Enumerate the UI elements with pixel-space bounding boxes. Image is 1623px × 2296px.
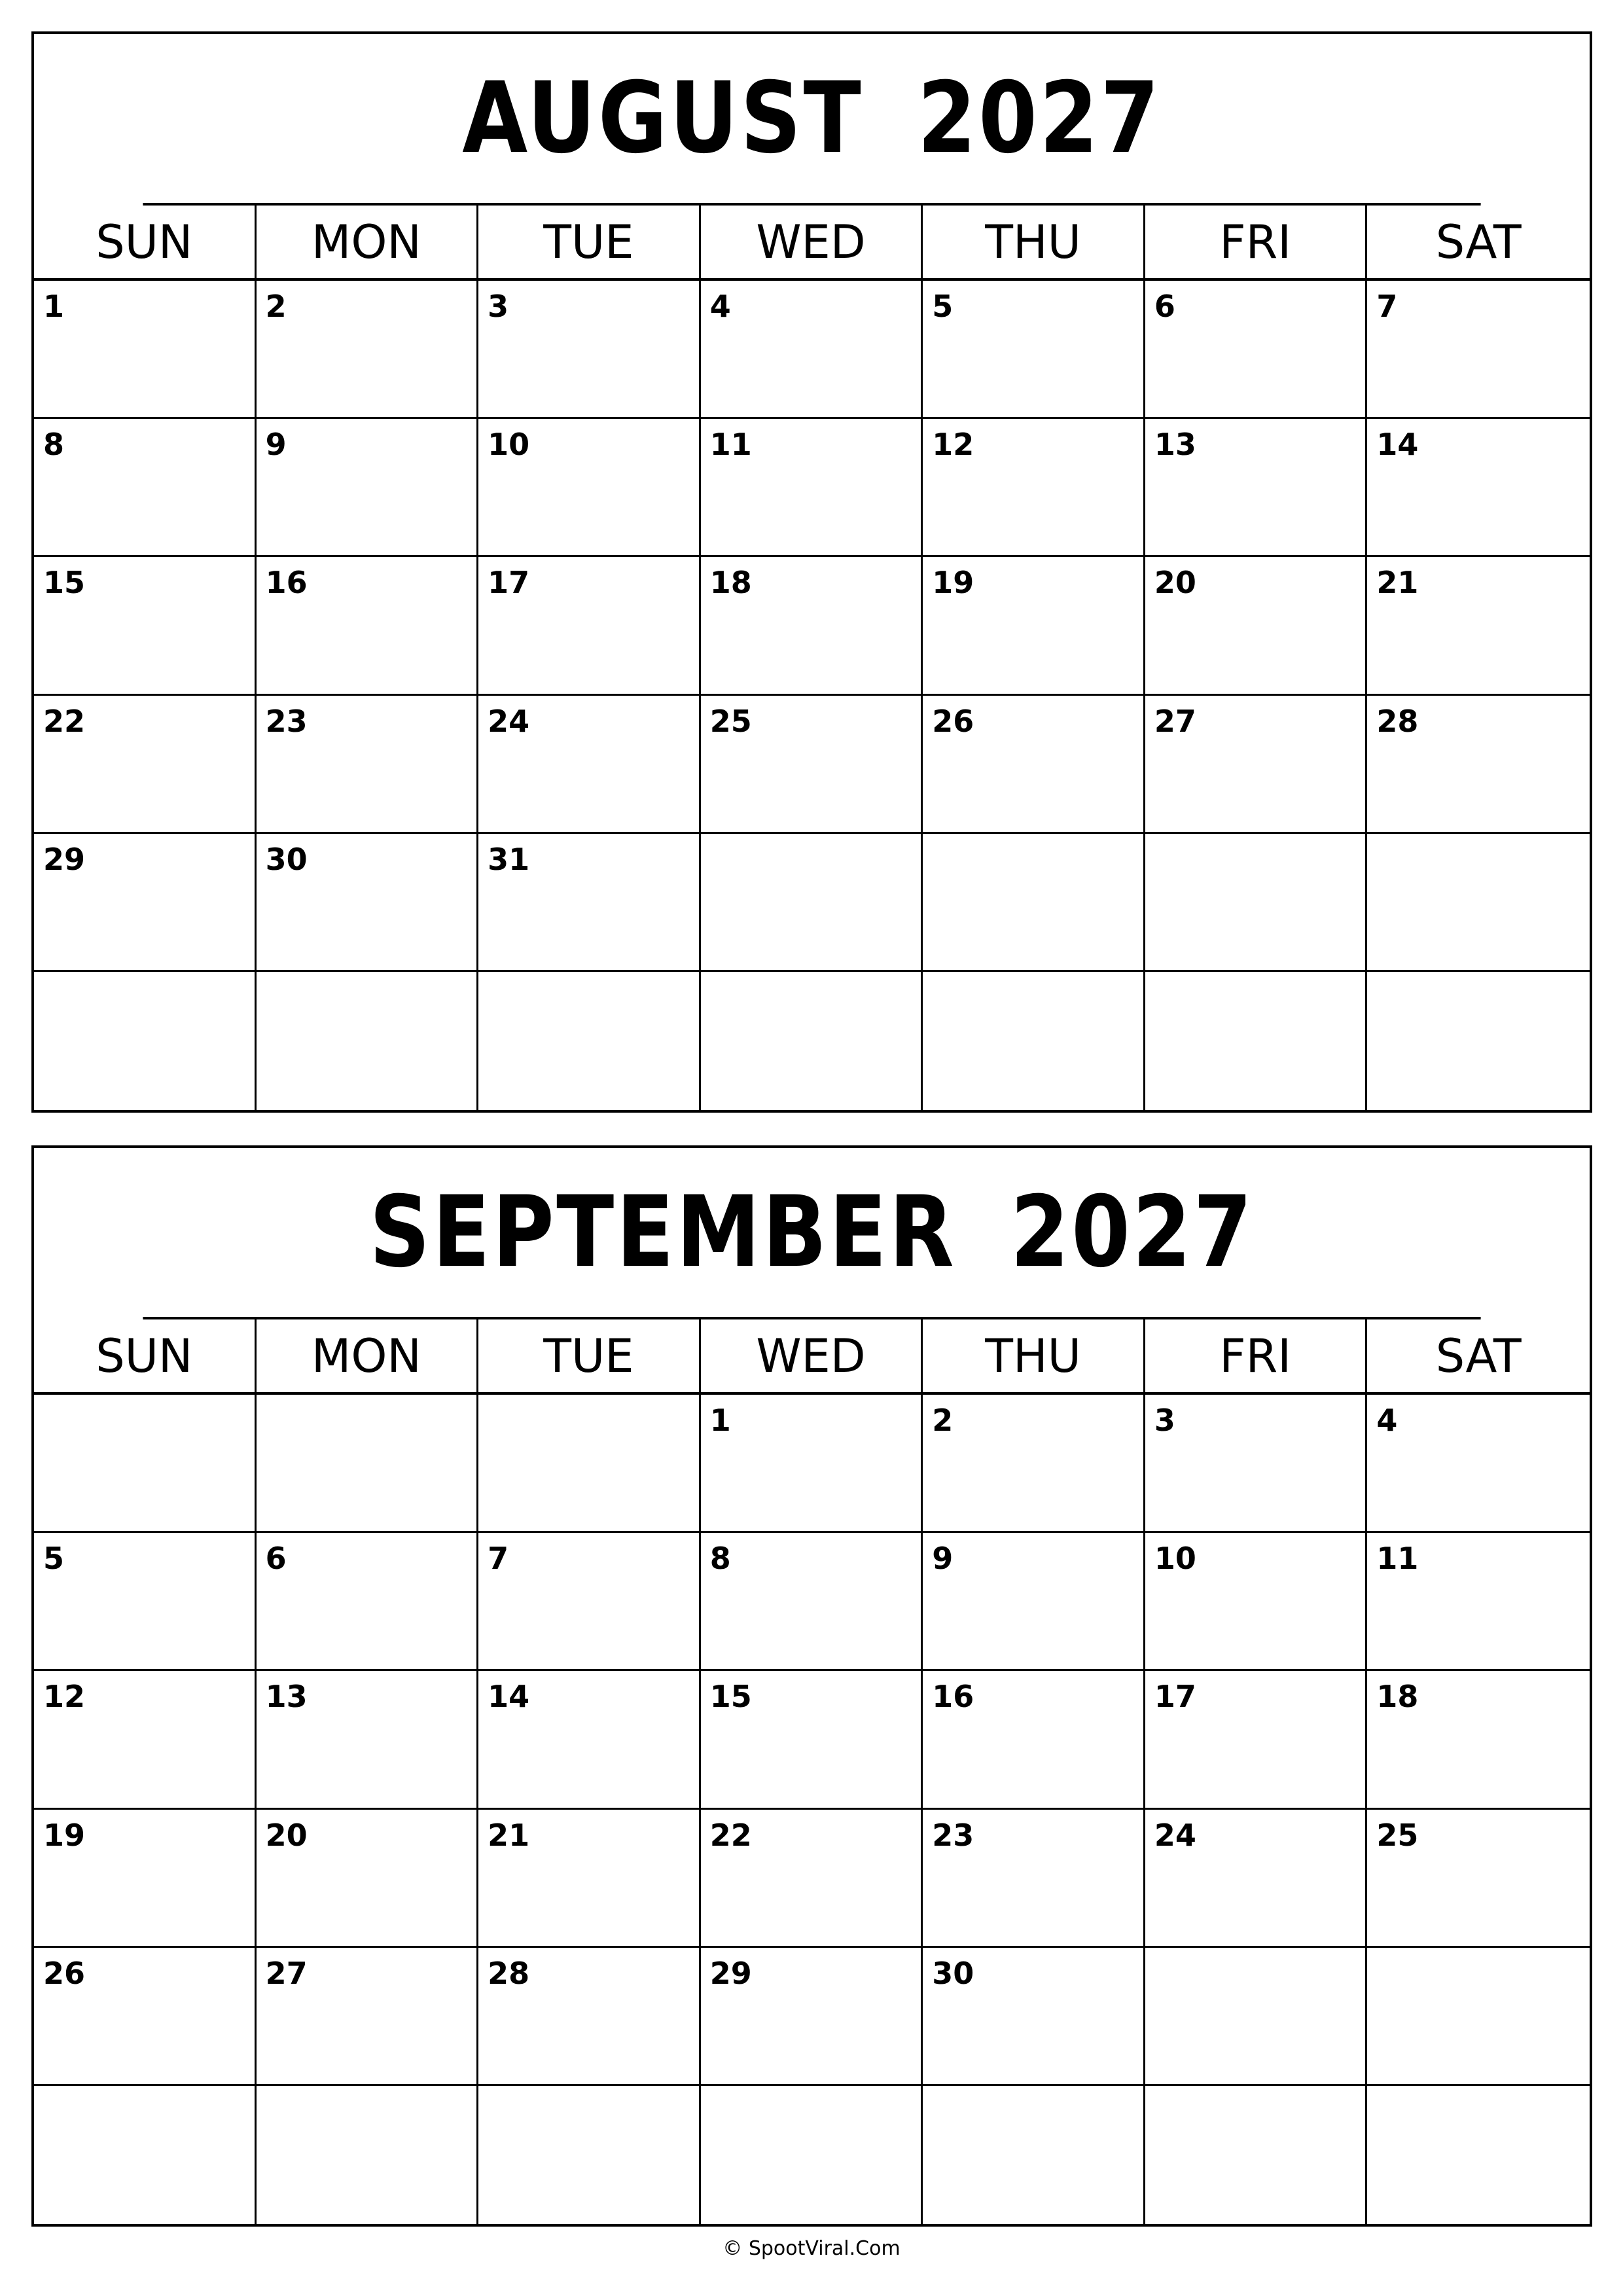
day-cell (257, 696, 479, 834)
day-number: 5 (932, 289, 954, 324)
day-cell (478, 696, 701, 834)
day-number: 15 (43, 565, 86, 601)
day-cell (34, 1671, 257, 1809)
day-cell (1145, 419, 1368, 557)
day-number: 18 (709, 565, 752, 601)
day-number: 24 (1154, 1817, 1196, 1853)
day-cell (257, 281, 479, 419)
weekday-header-row (34, 1319, 1590, 1395)
day-cell (701, 696, 923, 834)
day-number: 19 (932, 565, 974, 601)
day-cell (923, 1948, 1145, 2086)
day-number: 20 (265, 1817, 308, 1853)
day-cell (701, 834, 923, 972)
day-cell (1367, 281, 1590, 419)
day-number: 15 (709, 1679, 752, 1715)
weekday-fri: FRI (1145, 1319, 1368, 1392)
weekday-tue: TUE (478, 1319, 701, 1392)
day-number: 17 (1154, 1679, 1196, 1715)
day-number: 9 (932, 1541, 954, 1577)
copyright-footer: © SpootViral.Com (722, 2237, 901, 2260)
day-cell (1367, 557, 1590, 695)
day-cell (701, 419, 923, 557)
day-cell (1145, 1533, 1368, 1671)
day-number: 6 (1154, 289, 1175, 324)
day-cell (34, 834, 257, 972)
day-cell (923, 557, 1145, 695)
day-cell (478, 834, 701, 972)
weekday-thu: THU (923, 206, 1145, 278)
weekday-wed: WED (701, 206, 923, 278)
day-cell (257, 834, 479, 972)
day-cell (1145, 281, 1368, 419)
day-cell (701, 2086, 923, 2224)
day-number: 1 (709, 1403, 731, 1438)
day-number: 31 (488, 841, 530, 877)
day-cell (923, 972, 1145, 1110)
day-cell (1367, 972, 1590, 1110)
day-number: 17 (488, 565, 530, 601)
day-cell (34, 557, 257, 695)
day-number: 28 (488, 1955, 530, 1991)
day-number: 27 (265, 1955, 308, 1991)
weekday-tue: TUE (478, 206, 701, 278)
month-title: SEPTEMBER 2027 (143, 1148, 1480, 1319)
day-cell (923, 1671, 1145, 1809)
day-cell (478, 1671, 701, 1809)
day-cell (257, 1671, 479, 1809)
day-cell (1367, 834, 1590, 972)
day-number: 14 (1376, 427, 1419, 463)
day-cell (478, 419, 701, 557)
day-number: 13 (1154, 427, 1196, 463)
day-number: 10 (488, 427, 530, 463)
day-number: 13 (265, 1679, 308, 1715)
weekday-wed: WED (701, 1319, 923, 1392)
day-number: 12 (43, 1679, 86, 1715)
day-number: 14 (488, 1679, 530, 1715)
day-cell (478, 1948, 701, 2086)
day-cell (1367, 1671, 1590, 1809)
day-number: 2 (932, 1403, 954, 1438)
day-cell (923, 419, 1145, 557)
day-number: 10 (1154, 1541, 1196, 1577)
day-cell (701, 557, 923, 695)
day-number: 6 (265, 1541, 287, 1577)
day-cell (478, 281, 701, 419)
weekday-thu: THU (923, 1319, 1145, 1392)
day-cell (1367, 1395, 1590, 1533)
day-number: 7 (1376, 289, 1398, 324)
day-cell (1145, 1948, 1368, 2086)
day-number: 5 (43, 1541, 65, 1577)
day-number: 1 (43, 289, 65, 324)
day-cell (923, 2086, 1145, 2224)
day-cell (1145, 557, 1368, 695)
day-cell (34, 1395, 257, 1533)
day-number: 30 (932, 1955, 974, 1991)
day-cell (257, 1533, 479, 1671)
day-cell (257, 557, 479, 695)
day-number: 2 (265, 289, 287, 324)
day-number: 29 (709, 1955, 752, 1991)
weekday-sat: SAT (1435, 1329, 1522, 1383)
day-cell (1145, 1810, 1368, 1948)
day-number: 21 (1376, 565, 1419, 601)
day-number: 18 (1376, 1679, 1419, 1715)
day-grid (34, 281, 1590, 1110)
day-number: 26 (932, 703, 974, 739)
day-number: 4 (709, 289, 731, 324)
day-number: 21 (488, 1817, 530, 1853)
day-cell (478, 1533, 701, 1671)
day-cell (257, 972, 479, 1110)
day-number: 29 (43, 841, 86, 877)
weekday-header-row (34, 206, 1590, 281)
day-cell (701, 1395, 923, 1533)
month-title: AUGUST 2027 (143, 34, 1480, 206)
day-cell (1367, 419, 1590, 557)
day-number: 20 (1154, 565, 1196, 601)
day-cell (257, 419, 479, 557)
day-cell (701, 1671, 923, 1809)
day-cell (701, 281, 923, 419)
day-cell (923, 1810, 1145, 1948)
day-number: 23 (265, 703, 308, 739)
day-cell (1145, 972, 1368, 1110)
day-number: 3 (488, 289, 509, 324)
day-cell (34, 1948, 257, 2086)
day-cell (34, 972, 257, 1110)
day-cell (923, 1395, 1145, 1533)
day-cell (923, 1533, 1145, 1671)
day-cell (1145, 1671, 1368, 1809)
day-number: 22 (709, 1817, 752, 1853)
weekday-fri: FRI (1145, 206, 1368, 278)
day-number: 26 (43, 1955, 86, 1991)
day-cell (1367, 1948, 1590, 2086)
day-cell (34, 696, 257, 834)
day-cell (34, 1533, 257, 1671)
day-cell (34, 1810, 257, 1948)
day-cell (701, 1810, 923, 1948)
day-number: 16 (932, 1679, 974, 1715)
day-number: 11 (1376, 1541, 1419, 1577)
day-cell (34, 2086, 257, 2224)
day-grid (34, 1395, 1590, 2224)
day-number: 12 (932, 427, 974, 463)
day-number: 19 (43, 1817, 86, 1853)
weekday-mon: MON (257, 206, 479, 278)
day-number: 25 (1376, 1817, 1419, 1853)
day-cell (34, 281, 257, 419)
day-cell (1367, 1810, 1590, 1948)
weekday-sun: SUN (34, 206, 257, 278)
day-cell (1367, 1533, 1590, 1671)
day-number: 23 (932, 1817, 974, 1853)
day-cell (1367, 2086, 1590, 2224)
day-number: 27 (1154, 703, 1196, 739)
day-cell (701, 972, 923, 1110)
day-cell (1145, 834, 1368, 972)
day-number: 22 (43, 703, 86, 739)
day-cell (923, 696, 1145, 834)
day-number: 3 (1154, 1403, 1175, 1438)
calendar-august-2027 (31, 31, 1592, 1113)
day-number: 11 (709, 427, 752, 463)
day-cell (34, 419, 257, 557)
day-cell (1145, 1395, 1368, 1533)
day-cell (478, 972, 701, 1110)
day-cell (923, 834, 1145, 972)
day-cell (1145, 2086, 1368, 2224)
weekday-mon: MON (257, 1319, 479, 1392)
day-number: 9 (265, 427, 287, 463)
day-number: 7 (488, 1541, 509, 1577)
day-number: 4 (1376, 1403, 1398, 1438)
day-cell (478, 2086, 701, 2224)
day-cell (257, 2086, 479, 2224)
day-cell (478, 1810, 701, 1948)
day-cell (1145, 696, 1368, 834)
day-number: 30 (265, 841, 308, 877)
day-cell (923, 281, 1145, 419)
day-number: 8 (709, 1541, 731, 1577)
day-cell (257, 1395, 479, 1533)
weekday-sat: SAT (1435, 215, 1522, 269)
day-cell (478, 557, 701, 695)
day-cell (257, 1810, 479, 1948)
day-number: 8 (43, 427, 65, 463)
weekday-sun: SUN (34, 1319, 257, 1392)
calendar-september-2027 (31, 1145, 1592, 2227)
day-cell (257, 1948, 479, 2086)
day-cell (701, 1948, 923, 2086)
day-number: 25 (709, 703, 752, 739)
day-cell (701, 1533, 923, 1671)
day-number: 28 (1376, 703, 1419, 739)
day-cell (1367, 696, 1590, 834)
day-number: 24 (488, 703, 530, 739)
day-cell (478, 1395, 701, 1533)
day-number: 16 (265, 565, 308, 601)
